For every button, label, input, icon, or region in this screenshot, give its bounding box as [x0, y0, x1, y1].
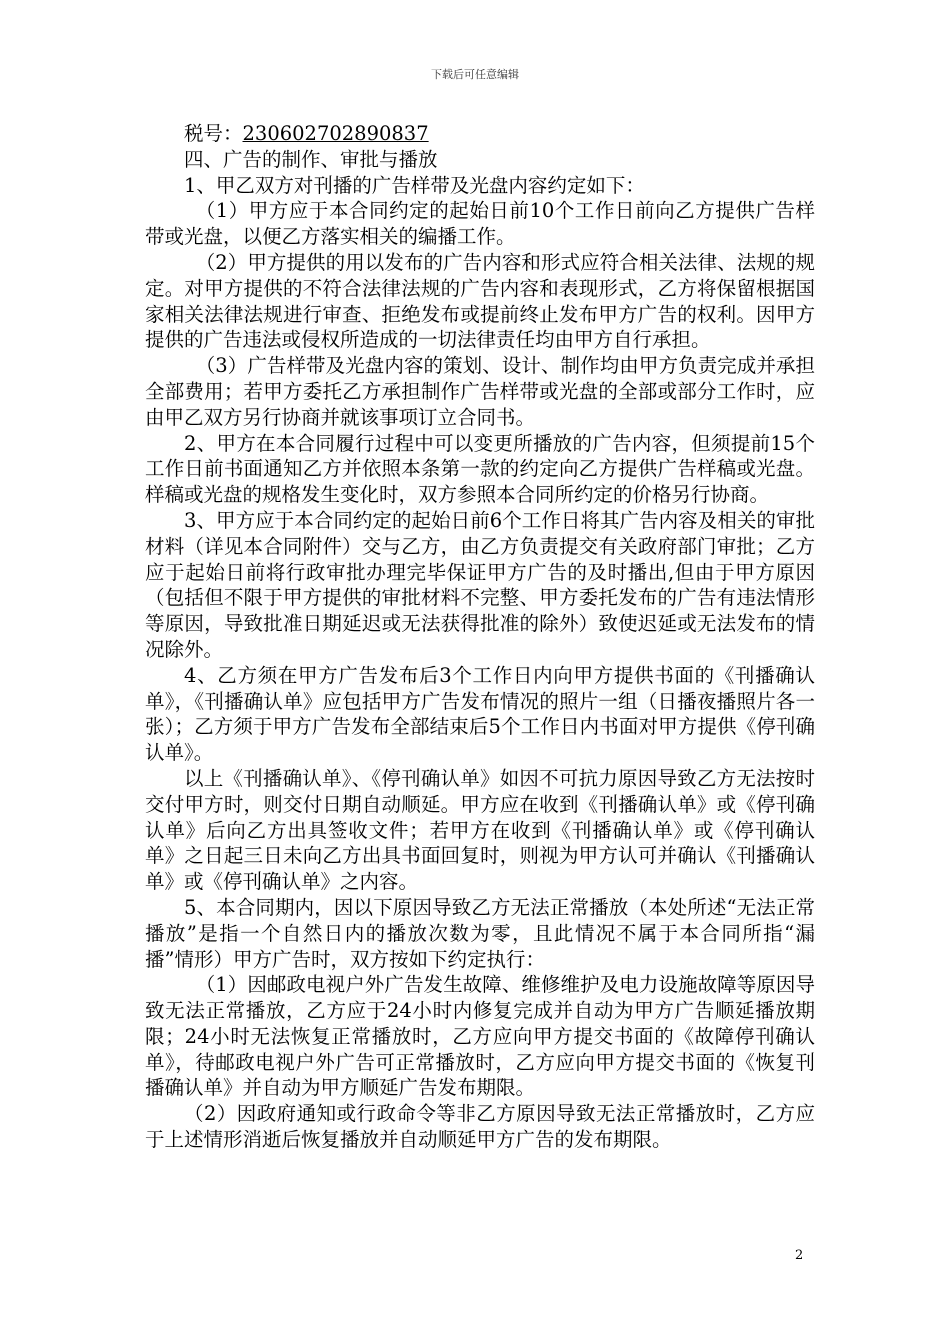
paragraph-5: 5、本合同期内，因以下原因导致乙方无法正常播放（本处所述“无法正常播放”是指一个自然日内的播放次数为零，且此情况不属于本合同所指“漏播”情形）甲方广告时，双方按如下约定执行： — [145, 895, 815, 971]
paragraph-4-note: 以上《刊播确认单》、《停刊确认单》如因不可抗力原因导致乙方无法按时交付甲方时，则交付日期自动顺延。甲方应在收到《刊播确认单》或《停刊确认单》后向乙方出具签收文件；若甲方在收到《刊播确认单》或《停刊确认单》之日起三日未向乙方出具书面回复时，则视为甲方认可并确认《刊播确认单》或《停刊确认单》之内容。 — [145, 766, 815, 894]
page-number: 2 — [795, 1248, 804, 1263]
document-body — [145, 121, 815, 1153]
paragraph-5-1: （1）因邮政电视户外广告发生故障、维修维护及电力设施故障等原因导致无法正常播放，乙方应于24小时内修复完成并自动为甲方广告顺延播放期限；24小时无法恢复正常播放时，乙方应向甲方提交书面的《故障停刊确认单》，待邮政电视户外广告可正常播放时，乙方应向甲方提交书面的《恢复刊播确认单》并自动为甲方顺延广告发布期限。 — [145, 973, 815, 1100]
tax-number: 230602702890837 — [242, 122, 429, 145]
paragraph-1: 1、甲乙双方对刊播的广告样带及光盘内容约定如下： — [184, 173, 645, 197]
paragraph-1-1: （1）甲方应于本合同约定的起始日前10个工作日前向乙方提供广告样带或光盘，以便乙方落实相关的编播工作。 — [145, 199, 815, 249]
paragraph-4: 4、乙方须在甲方广告发布后3个工作日内向甲方提供书面的《刊播确认单》，《刊播确认单》应包括甲方广告发布情况的照片一组（日播夜播照片各一张）；乙方须于甲方广告发布全部结束后5个工作日内书面对甲方提供《停刊确认单》。 — [145, 663, 815, 765]
section-title: 四、广告的制作、审批与播放 — [184, 147, 438, 171]
paragraph-5-2: （2）因政府通知或行政命令等非乙方原因导致无法正常播放时，乙方应于上述情形消逝后恢复播放并自动顺延甲方广告的发布期限。 — [145, 1102, 815, 1152]
paragraph-1-2: （2）甲方提供的用以发布的广告内容和形式应符合相关法律、法规的规定。对甲方提供的不符合法律法规的广告内容和表现形式，乙方将保留根据国家相关法律法规进行审查、拒绝发布或提前终止发布甲方广告的权利。因甲方提供的广告违法或侵权所造成的一切法律责任均由甲方自行承担。 — [145, 250, 815, 352]
paragraph-2: 2、甲方在本合同履行过程中可以变更所播放的广告内容，但须提前15个工作日前书面通知乙方并依照本条第一款的约定向乙方提供广告样稿或光盘。样稿或光盘的规格发生变化时，双方参照本合同所约定的价格另行协商。 — [145, 431, 815, 507]
tax-label: 税号： — [184, 122, 243, 145]
paragraph-1-3: （3）广告样带及光盘内容的策划、设计、制作均由甲方负责完成并承担全部费用；若甲方委托乙方承担制作广告样带或光盘的全部或部分工作时，应由甲乙双方另行协商并就该事项订立合同书。 — [145, 354, 815, 429]
paragraph-3: 3、甲方应于本合同约定的起始日前6个工作日将其广告内容及相关的审批材料（详见本合同附件）交与乙方，由乙方负责提交有关政府部门审批；乙方应于起始日前将行政审批办理完毕保证甲方广告的及时播出,但由于甲方原因（包括但不限于甲方提供的审批材料不完整、甲方委托发布的广告有违法情形等原因，导致批准日期延迟或无法获得批准的除外）致使迟延或无法发布的情况除外。 — [145, 508, 815, 661]
page-header: 下载后可任意编辑 — [431, 68, 519, 81]
tax-number-line — [145, 121, 815, 147]
